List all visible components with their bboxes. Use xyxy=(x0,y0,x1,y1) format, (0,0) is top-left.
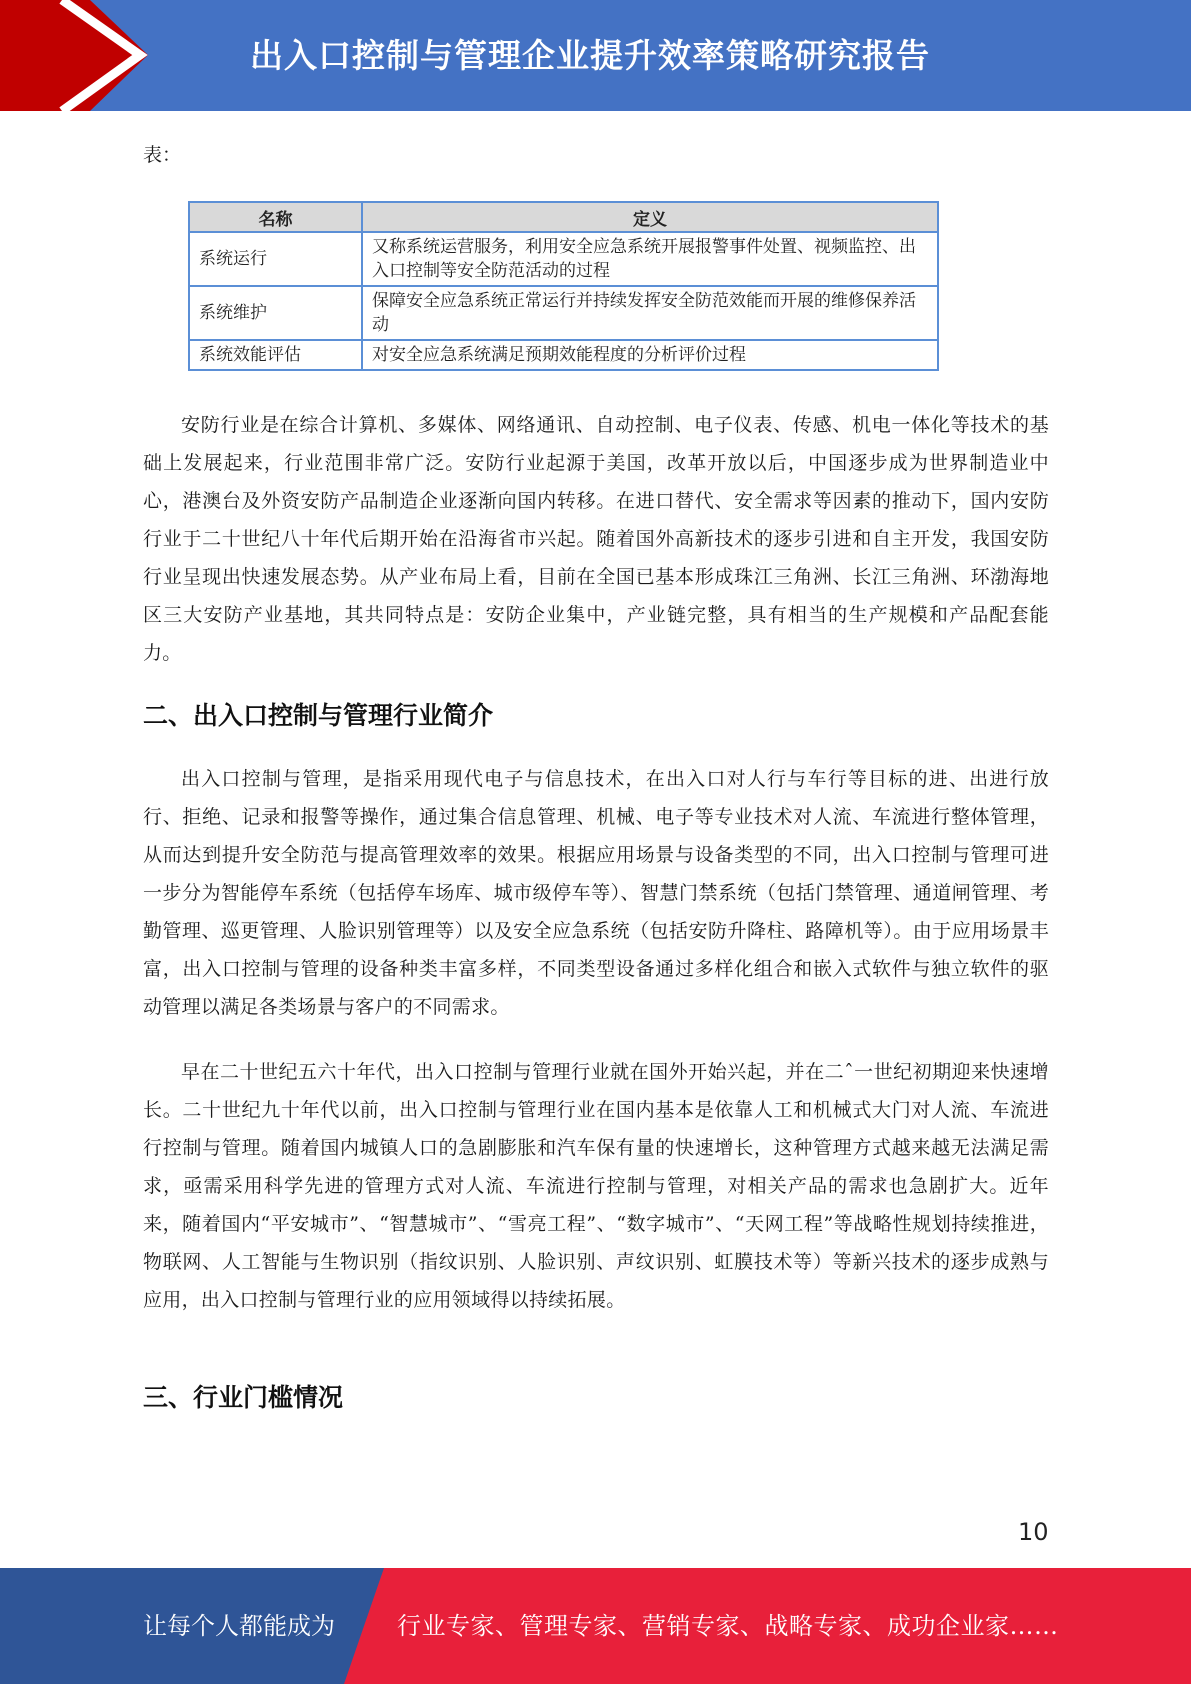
row-name: 系统运行 xyxy=(189,232,362,286)
table-label: 表： xyxy=(143,144,182,166)
table-header-row xyxy=(189,202,938,232)
row-name: 系统维护 xyxy=(189,286,362,340)
row-definition: 又称系统运营服务，利用安全应急系统开展报警事件处置、视频监控、出入口控制等安全防范活动的过程 xyxy=(362,232,938,286)
row-definition: 对安全应急系统满足预期效能程度的分析评价过程 xyxy=(362,340,938,370)
page-footer xyxy=(0,1568,1191,1684)
header-chevron-icon xyxy=(0,0,160,111)
section-heading-barriers: 三、行业门槛情况 xyxy=(143,1383,344,1412)
paragraph-access-control-definition: 出入口控制与管理，是指采用现代电子与信息技术，在出入口对人行与车行等目标的进、出进行放行、拒绝、记录和报警等操作，通过集合信息管理、机械、电子等专业技术对人流、车流进行整体管理，从而达到提升安全防范与提高管理效率的效果。根据应用场景与设备类型的不同，出入口控制与管理可进一步分为智能停车系统（包括停车场库、城市级停车等）、智慧门禁系统（包括门禁管理、通道闸管理、考勤管理、巡更管理、人脸识别管理等）以及安全应急系统（包括安防升降柱、路障机等）。由于应用场景丰富，出入口控制与管理的设备种类丰富多样，不同类型设备通过多样化组合和嵌入式软件与独立软件的驱动管理以满足各类场景与客户的不同需求。 xyxy=(143,768,1049,1018)
definition-table xyxy=(188,201,939,371)
table-row xyxy=(189,340,938,370)
table-row xyxy=(189,286,938,340)
paragraph-security-industry: 安防行业是在综合计算机、多媒体、网络通讯、自动控制、电子仪表、传感、机电一体化等技术的基础上发展起来，行业范围非常广泛。安防行业起源于美国，改革开放以后，中国逐步成为世界制造业中心，港澳台及外资安防产品制造企业逐渐向国内转移。在进口替代、安全需求等因素的推动下，国内安防行业于二十世纪八十年代后期开始在沿海省市兴起。随着国外高新技术的逐步引进和自主开发，我国安防行业呈现出快速发展态势。从产业布局上看，目前在全国已基本形成珠江三角洲、长江三角洲、环渤海地区三大安防产业基地，其共同特点是：安防企业集中，产业链完整，具有相当的生产规模和产品配套能力。 xyxy=(143,414,1049,664)
report-title: 出入口控制与管理企业提升效率策略研究报告 xyxy=(250,36,930,75)
column-header-definition: 定义 xyxy=(362,202,938,232)
section-heading-intro: 二、出入口控制与管理行业简介 xyxy=(143,701,494,730)
table-row xyxy=(189,232,938,286)
row-definition: 保障安全应急系统正常运行并持续发挥安全防范效能而开展的维修保养活动 xyxy=(362,286,938,340)
footer-slogan-right: 行业专家、管理专家、营销专家、战略专家、成功企业家…… xyxy=(397,1612,1059,1640)
page-header xyxy=(0,0,1191,111)
page-number: 10 xyxy=(1018,1518,1049,1546)
paragraph-industry-history: 早在二十世纪五六十年代，出入口控制与管理行业就在国外开始兴起，并在二ˆ一世纪初期迎来快速增长。二十世纪九十年代以前，出入口控制与管理行业在国内基本是依靠人工和机械式大门对人流、车流进行控制与管理。随着国内城镇人口的急剧膨胀和汽车保有量的快速增长，这种管理方式越来越无法满足需求，亟需采用科学先进的管理方式对人流、车流进行控制与管理，对相关产品的需求也急剧扩大。近年来，随着国内“平安城市”、“智慧城市”、“雪亮工程”、“数字城市”、“天网工程”等战略性规划持续推进，物联网、人工智能与生物识别（指纹识别、人脸识别、声纹识别、虹膜技术等）等新兴技术的逐步成熟与应用，出入口控制与管理行业的应用领域得以持续拓展。 xyxy=(143,1061,1049,1311)
column-header-name: 名称 xyxy=(189,202,362,232)
row-name: 系统效能评估 xyxy=(189,340,362,370)
footer-slogan-left: 让每个人都能成为 xyxy=(143,1612,335,1640)
